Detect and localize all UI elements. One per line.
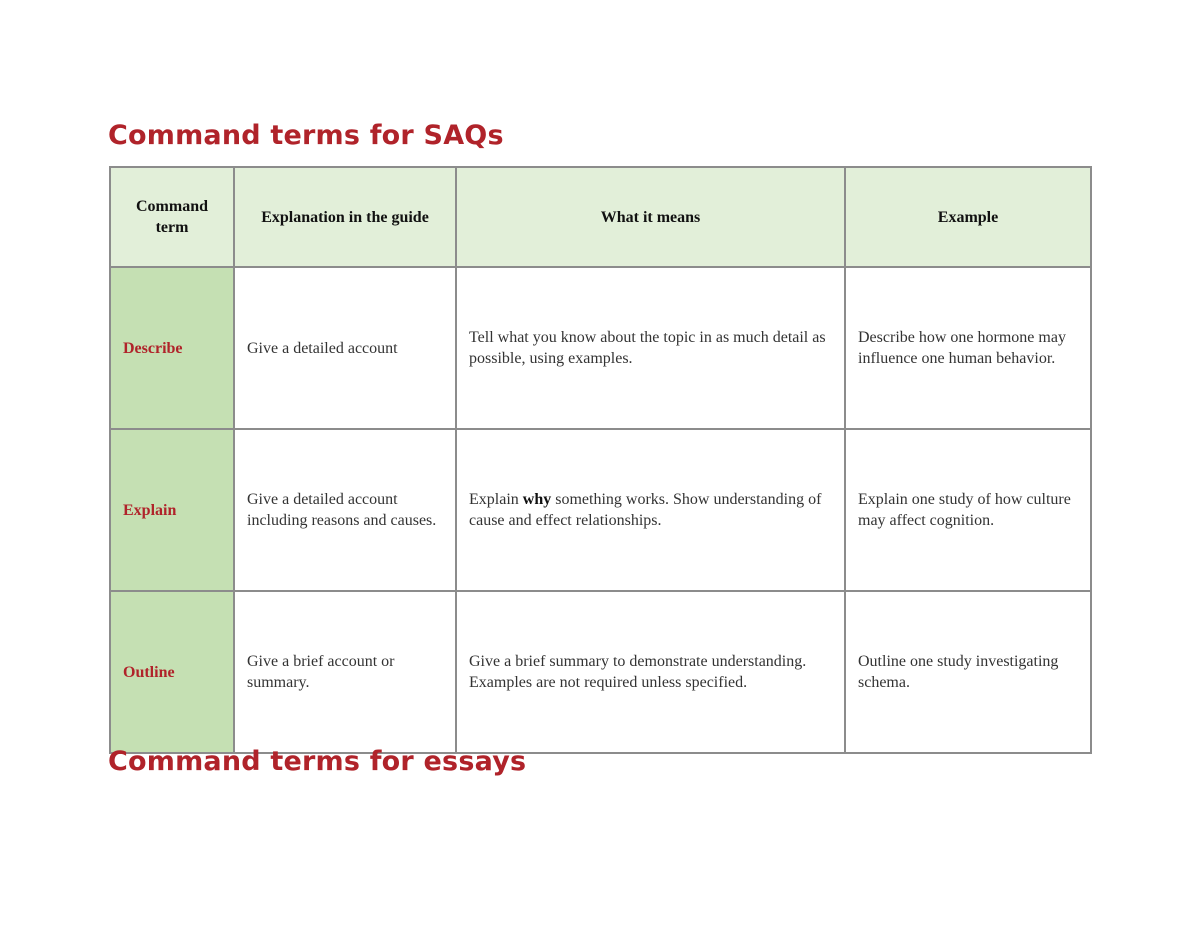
saq-section-heading: Command terms for SAQs xyxy=(108,120,504,151)
meaning-emphasis: why xyxy=(522,491,552,508)
meaning-cell: Give a brief summary to demonstrate understanding. Examples are not required unless specified. xyxy=(456,591,845,753)
meaning-text-after: something works. Show understanding of cause and effect relationships. xyxy=(469,491,822,529)
essays-section-heading: Command terms for essays xyxy=(108,746,527,777)
guide-cell: Give a detailed account xyxy=(234,267,456,429)
guide-cell: Give a detailed account including reasons and causes. xyxy=(234,429,456,591)
example-cell: Outline one study investigating schema. xyxy=(845,591,1091,753)
example-cell: Explain one study of how culture may affect cognition. xyxy=(845,429,1091,591)
table-header-row xyxy=(110,167,1091,267)
meaning-text-before: Explain xyxy=(469,491,523,508)
term-cell: Explain xyxy=(110,429,234,591)
guide-cell: Give a brief account or summary. xyxy=(234,591,456,753)
header-command-term: Command term xyxy=(110,167,234,267)
command-terms-table xyxy=(109,166,1092,754)
example-cell: Describe how one hormone may influence one human behavior. xyxy=(845,267,1091,429)
table-row xyxy=(110,429,1091,591)
table-row xyxy=(110,591,1091,753)
meaning-cell: Tell what you know about the topic in as much detail as possible, using examples. xyxy=(456,267,845,429)
term-cell: Describe xyxy=(110,267,234,429)
table-row xyxy=(110,267,1091,429)
header-explanation-in-guide: Explanation in the guide xyxy=(234,167,456,267)
term-cell: Outline xyxy=(110,591,234,753)
header-example: Example xyxy=(845,167,1091,267)
meaning-cell xyxy=(456,429,845,591)
header-what-it-means: What it means xyxy=(456,167,845,267)
